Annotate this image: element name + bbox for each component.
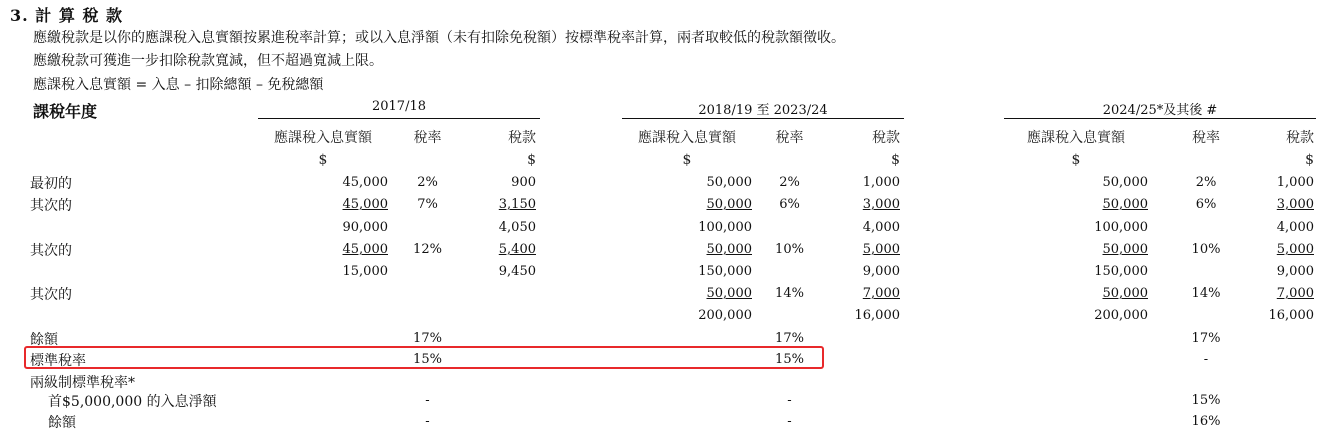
tax-cell: 16,000 — [854, 308, 900, 323]
tax-cell: 9,000 — [1276, 264, 1314, 279]
rate-cell: 10% — [775, 242, 804, 257]
rate-cell: 2% — [779, 175, 800, 190]
tax-cell: 3,000 — [1276, 197, 1314, 212]
income-cell: 50,000 — [1102, 197, 1148, 212]
income-cell: 100,000 — [1094, 220, 1148, 235]
rate-cell: 7% — [417, 197, 438, 212]
rate-cell: 12% — [413, 242, 442, 257]
rate-cell: 2% — [1195, 175, 1217, 190]
header-taxable-income: 應課稅入息實額 — [274, 130, 372, 146]
tax-cell: 5,000 — [862, 242, 900, 257]
header-rate: 稅率 — [413, 130, 442, 146]
rate-cell: 14% — [775, 286, 804, 301]
row-label: 其次的 — [30, 198, 72, 214]
tax-cell: 1,000 — [862, 175, 900, 190]
header-taxable-income: 應課稅入息實額 — [638, 130, 736, 146]
header-tax: 稅款 — [872, 130, 900, 146]
header-currency: $ — [1305, 152, 1314, 168]
standard-rate-highlight-box — [24, 346, 824, 369]
tax-cell: 4,050 — [498, 220, 536, 235]
section-title: 3. 計 算 稅 款 — [10, 6, 123, 25]
rate-cell: - — [1203, 352, 1209, 367]
rate-cell: 6% — [779, 197, 800, 212]
tax-cell: 7,000 — [1276, 286, 1314, 301]
rate-cell: 16% — [1191, 414, 1221, 429]
header-currency: $ — [318, 152, 328, 168]
paragraph-line-1: 應繳稅款是以你的應課稅入息實額按累進稅率計算；或以入息淨額（未有扣除免稅額）按標準稅率計算，兩者取較低的稅款額徵收。 — [33, 30, 845, 46]
income-cell: 50,000 — [706, 175, 752, 190]
income-cell: 45,000 — [342, 175, 388, 190]
income-cell: 45,000 — [342, 197, 388, 212]
column-rule-2018-2023 — [622, 118, 904, 119]
paragraph-line-2: 應繳稅款可獲進一步扣除稅款寬減，但不超過寬減上限。 — [33, 53, 383, 69]
income-cell: 100,000 — [698, 220, 752, 235]
income-cell: 150,000 — [698, 264, 752, 279]
tax-cell: 5,400 — [498, 242, 536, 257]
income-cell: 200,000 — [698, 308, 752, 323]
rate-cell: - — [425, 414, 430, 429]
tax-cell: 900 — [511, 175, 536, 190]
income-cell: 50,000 — [1102, 175, 1148, 190]
rate-cell: - — [425, 393, 430, 408]
income-cell: 50,000 — [706, 242, 752, 257]
column-rule-2024 — [1004, 118, 1316, 119]
rate-cell: 10% — [1191, 242, 1221, 257]
income-cell: 50,000 — [706, 197, 752, 212]
row-label: 首$5,000,000 的入息淨額 — [48, 394, 217, 410]
income-cell: 200,000 — [1094, 308, 1148, 323]
tax-cell: 9,000 — [862, 264, 900, 279]
header-rate: 稅率 — [775, 130, 804, 146]
header-currency: $ — [527, 152, 536, 168]
rate-cell: 15% — [413, 352, 442, 367]
rate-cell: - — [787, 414, 792, 429]
row-label: 兩級制標準稅率* — [30, 375, 135, 391]
column-title-2018-2023: 2018/19 至 2023/24 — [698, 103, 828, 118]
tax-cell: 7,000 — [862, 286, 900, 301]
column-title-2017: 2017/18 — [371, 99, 426, 114]
income-cell: 90,000 — [342, 220, 388, 235]
header-tax: 稅款 — [1286, 130, 1314, 146]
income-cell: 45,000 — [342, 242, 388, 257]
header-rate: 稅率 — [1192, 130, 1220, 146]
tax-cell: 4,000 — [862, 220, 900, 235]
tax-cell: 1,000 — [1276, 175, 1314, 190]
tax-cell: 3,150 — [498, 197, 536, 212]
row-label: 最初的 — [30, 176, 72, 192]
income-cell: 15,000 — [342, 264, 388, 279]
rate-cell: 17% — [1191, 331, 1221, 346]
rate-cell: 15% — [775, 352, 804, 367]
row-label: 餘額 — [30, 332, 58, 348]
income-cell: 50,000 — [706, 286, 752, 301]
rate-cell: - — [787, 393, 792, 408]
rate-cell: 15% — [1191, 393, 1221, 408]
column-title-2024: 2024/25*及其後 # — [1102, 103, 1218, 118]
income-cell: 50,000 — [1102, 286, 1148, 301]
rate-cell: 14% — [1191, 286, 1221, 301]
tax-cell: 16,000 — [1268, 308, 1314, 323]
tax-cell: 3,000 — [862, 197, 900, 212]
tax-cell: 4,000 — [1276, 220, 1314, 235]
column-rule-2017 — [258, 118, 540, 119]
tax-cell: 9,450 — [498, 264, 536, 279]
income-cell: 150,000 — [1094, 264, 1148, 279]
rate-cell: 17% — [413, 331, 442, 346]
row-label: 其次的 — [30, 287, 72, 303]
header-currency: $ — [1071, 152, 1081, 168]
header-taxable-income: 應課稅入息實額 — [1027, 130, 1125, 146]
row-label: 其次的 — [30, 243, 72, 259]
formula-line: 應課稅入息實額 = 入息 – 扣除總額 – 免稅總額 — [33, 77, 324, 93]
header-currency: $ — [891, 152, 900, 168]
rate-cell: 6% — [1195, 197, 1217, 212]
income-cell: 50,000 — [1102, 242, 1148, 257]
tax-cell: 5,000 — [1276, 242, 1314, 257]
year-header: 課稅年度 — [33, 102, 98, 121]
rate-cell: 2% — [417, 175, 438, 190]
header-currency: $ — [682, 152, 692, 168]
header-tax: 稅款 — [508, 130, 536, 146]
row-label: 餘額 — [48, 415, 76, 431]
rate-cell: 17% — [775, 331, 804, 346]
row-label: 標準稅率 — [30, 353, 86, 369]
